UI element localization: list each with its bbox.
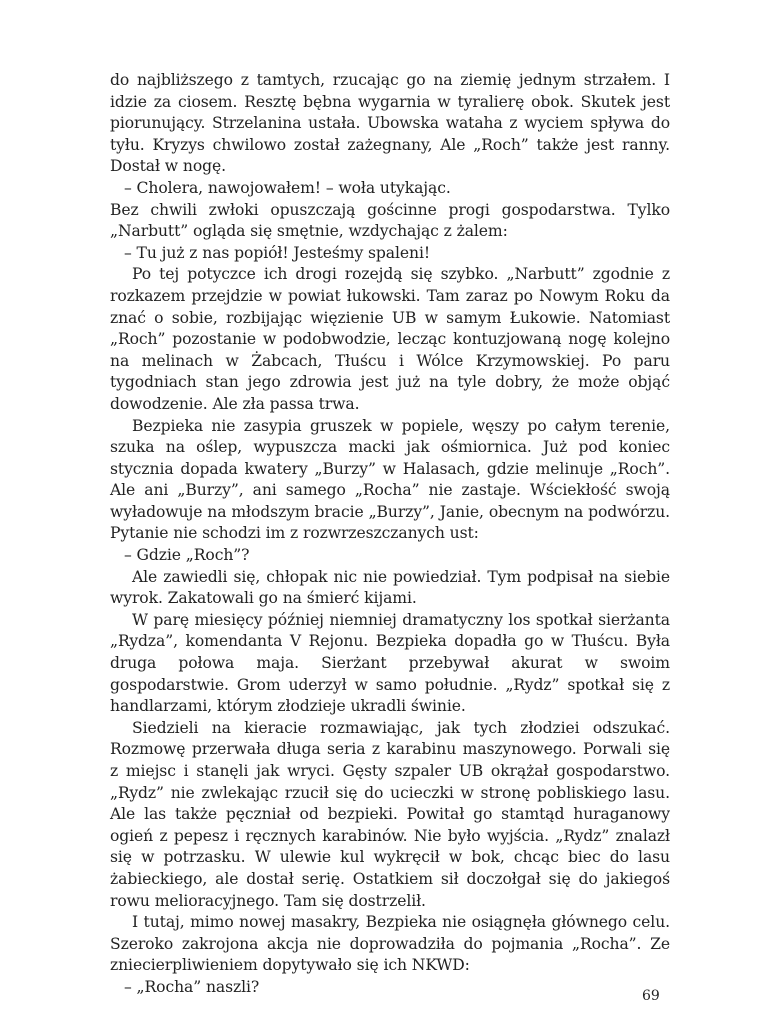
dialogue-line: – „Rocha” naszli? <box>124 977 260 996</box>
paragraph: W parę miesięcy później niemniej dramatyczny los spotkał sierżanta „Rydza”, komendanta V Rejonu. Bezpieka dopadła go w Tłuścu. Była druga połowa maja. Sierżant przebywał akurat w swoim gospodarstwie. Grom uderzył w samo południe. „Rydz” spotkał się z handlarzami, którym złodzieje ukradli świnie. <box>110 610 670 716</box>
paragraph: Ale zawiedli się, chłopak nic nie powiedział. Tym podpisał na siebie wyrok. Zakatowali go na śmierć kijami. <box>110 567 670 608</box>
paragraph: Bez chwili zwłoki opuszczają gościnne progi gospodarstwa. Tylko „Narbutt” ogląda się smętnie, wzdychając z żalem: <box>110 200 670 241</box>
paragraph: Siedzieli na kieracie rozmawiając, jak tych złodziei odszukać. Rozmowę przerwała długa seria z karabinu maszynowego. Porwali się z miejsc i stanęli jak wryci. Gęsty szpaler UB okrążał gospodarstwo. „Rydz” nie zwlekając rzucił się do ucieczki w stronę pobliskiego lasu. Ale las także pęczniał od bezpieki. Powitał go stamtąd huraganowy ogień z pepesz i ręcznych karabinów. Nie było wyjścia. „Rydz” znalazł się w potrzasku. W ulewie kul wykręcił w bok, chcąc biec do lasu żabieckiego, ale dostał serię. Ostatkiem sił doczołgał się do jakiegoś rowu melioracyjnego. Tam się dostrzelił. <box>110 718 670 910</box>
paragraph: Po tej potyczce ich drogi rozejdą się szybko. „Narbutt” zgodnie z rozkazem przejdzie w powiat łukowski. Tam zaraz po Nowym Roku da znać o sobie, rozbijając więzienie UB w samym Łukowie. Natomiast „Roch” pozostanie w podobwodzie, lecząc kontuzjowaną nogę kolejno na melinach w Żabcach, Tłuścu i Wólce Krzymowskiej. Po paru tygodniach stan jego zdrowia jest już na tyle dobry, że może objąć dowodzenie. Ale zła passa trwa. <box>110 265 670 413</box>
dialogue-line: – Cholera, nawojowałem! – woła utykając. <box>124 178 451 197</box>
dialogue-line: – Tu już z nas popiół! Jesteśmy spaleni! <box>124 243 431 262</box>
dialogue-line: – Gdzie „Roch”? <box>124 546 250 565</box>
paragraph: do najbliższego z tamtych, rzucając go na ziemię jednym strzałem. I idzie za ciosem. Resztę bębna wygarnia w tyralierę obok. Skutek jest piorunujący. Strzelanina ustała. Ubowska wataha z wyciem spływa do tyłu. Kryzys chwilowo został zażegnany, Ale „Roch” także jest ranny. Dostał w nogę. <box>110 71 670 176</box>
paragraph: I tutaj, mimo nowej masakry, Bezpieka nie osiągnęła głównego celu. Szeroko zakrojona akcja nie doprowadziła do pojmania „Rocha”. Ze zniecierpliwieniem dopytywało się ich NKWD: <box>110 913 670 975</box>
page-number: 69 <box>642 988 660 1004</box>
paragraph: Bezpieka nie zasypia gruszek w popiele, węszy po całym terenie, szuka na oślep, wypuszcza macki jak ośmiornica. Już pod koniec stycznia dopada kwatery „Burzy” w Halasach, gdzie melinuje „Roch”. Ale ani „Burzy”, ani samego „Rocha” nie zastaje. Wściekłość swoją wyładowuje na młodszym bracie „Burzy”, Janie, obecnym na podwórzu. Pytanie nie schodzi im z rozwrzeszczanych ust: <box>110 416 670 543</box>
body-text <box>110 70 670 999</box>
